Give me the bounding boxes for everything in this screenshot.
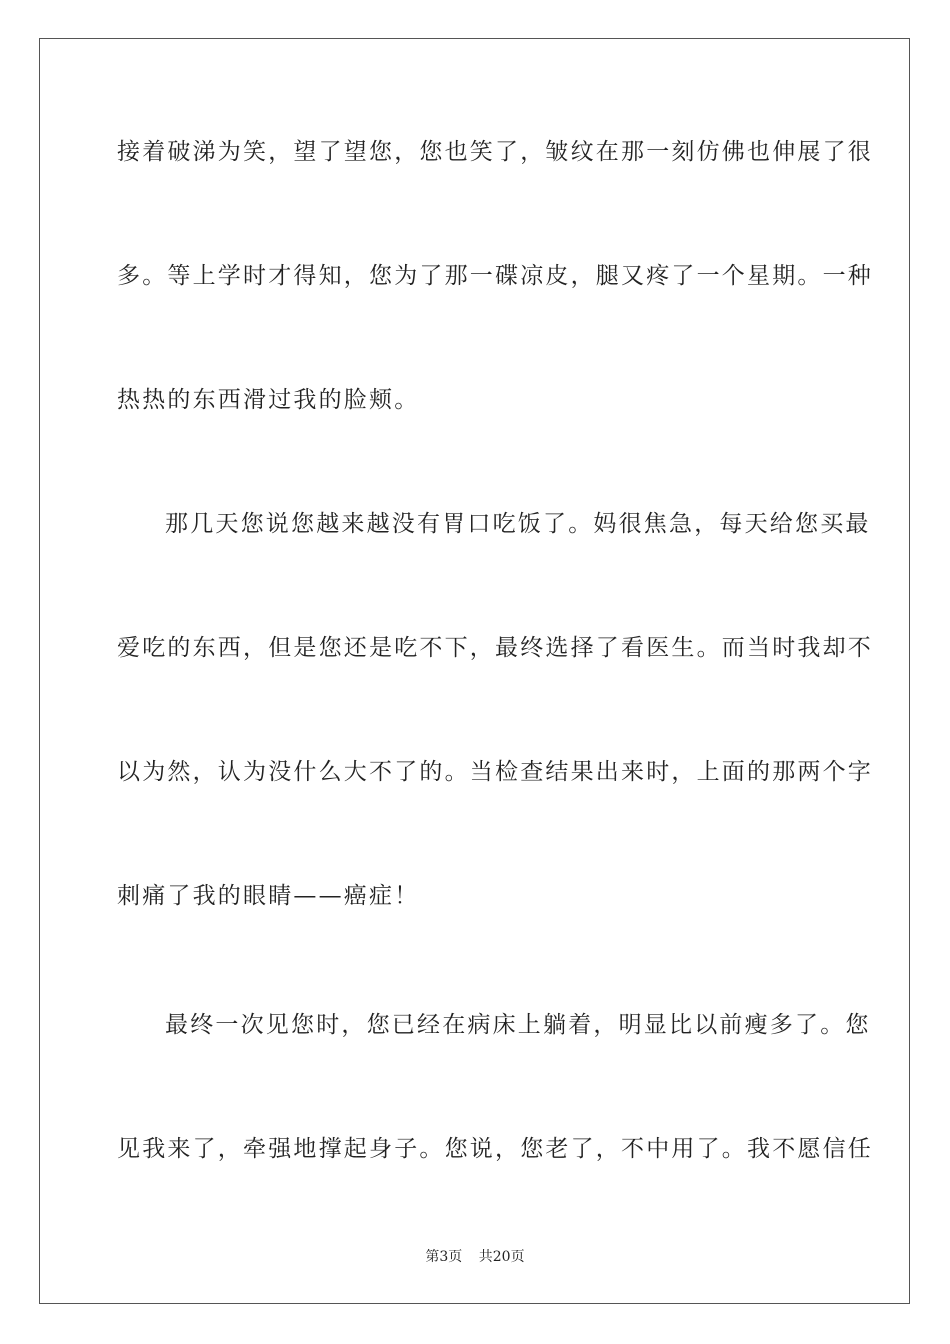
- text-line: 爱吃的东西，但是您还是吃不下，最终选择了看医生。而当时我却不: [117, 635, 873, 661]
- text-line: 以为然，认为没什么大不了的。当检查结果出来时，上面的那两个字: [117, 759, 873, 785]
- text-line: 见我来了，牵强地撑起身子。您说，您老了，不中用了。我不愿信任: [117, 1136, 873, 1162]
- text-line: 热热的东西滑过我的脸颊。: [117, 387, 420, 413]
- text-line: 多。等上学时才得知，您为了那一碟凉皮，腿又疼了一个星期。一种: [117, 263, 873, 289]
- page-footer: [0, 1246, 950, 1266]
- page-frame: [39, 38, 910, 1304]
- page-number: 第3页: [425, 1249, 463, 1265]
- paragraph-start-line: 那几天您说您越来越没有胃口吃饭了。妈很焦急，每天给您买最: [165, 511, 871, 537]
- paragraph-start-line: 最终一次见您时，您已经在病床上躺着，明显比以前瘦多了。您: [165, 1012, 871, 1038]
- text-line: 接着破涕为笑，望了望您，您也笑了，皱纹在那一刻仿佛也伸展了很: [117, 139, 873, 165]
- page-total: 共20页: [478, 1249, 525, 1265]
- text-line: 刺痛了我的眼睛——癌症！: [117, 883, 420, 909]
